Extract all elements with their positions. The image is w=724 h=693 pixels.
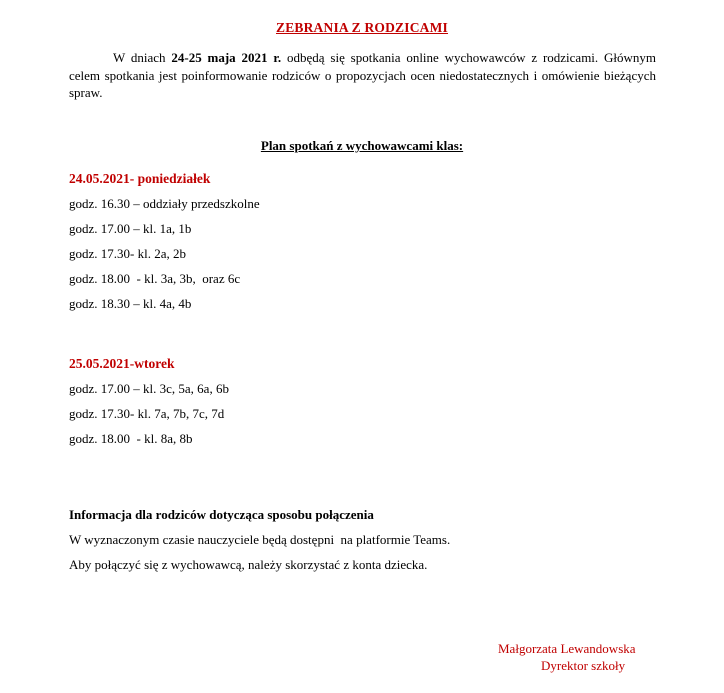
meeting-dates: 24-25 maja 2021 r.	[171, 50, 282, 65]
time-slot: godz. 17.00 – kl. 1a, 1b	[69, 221, 192, 236]
intro-text-start: W dniach	[113, 50, 172, 65]
signatory-name: Małgorzata Lewandowska	[498, 641, 636, 656]
document-title: ZEBRANIA Z RODZICAMI	[275, 20, 449, 35]
day-header: 25.05.2021-wtorek	[69, 356, 175, 371]
connection-info-line: W wyznaczonym czasie nauczyciele będą dostępni na platformie Teams.	[69, 532, 451, 547]
day-schedule-tuesday	[69, 355, 669, 455]
intro-text-rest: odbędą się spotkania online wychowawców z rodzicami. Głównym celem spotkania jest poinformowanie rodziców o propozycjach ocen niedostatecznych i omówienie bieżących spraw.	[69, 50, 657, 100]
connection-info	[69, 506, 669, 581]
time-slot: godz. 17.30- kl. 7a, 7b, 7c, 7d	[69, 406, 225, 421]
signatory-role: Dyrektor szkoły	[541, 658, 626, 673]
intro-paragraph	[69, 49, 656, 102]
connection-info-heading: Informacja dla rodziców dotycząca sposobu połączenia	[69, 507, 374, 522]
day-header: 24.05.2021- poniedziałek	[69, 171, 211, 186]
time-slot: godz. 16.30 – oddziały przedszkolne	[69, 196, 260, 211]
day-schedule-monday	[69, 170, 669, 320]
connection-info-line: Aby połączyć się z wychowawcą, należy skorzystać z konta dziecka.	[69, 557, 428, 572]
time-slot: godz. 17.30- kl. 2a, 2b	[69, 246, 186, 261]
plan-heading: Plan spotkań z wychowawcami klas:	[260, 138, 464, 153]
time-slot: godz. 18.30 – kl. 4a, 4b	[69, 296, 192, 311]
time-slot: godz. 17.00 – kl. 3c, 5a, 6a, 6b	[69, 381, 229, 396]
time-slot: godz. 18.00 - kl. 8a, 8b	[69, 431, 193, 446]
signature-block	[470, 640, 690, 674]
time-slot: godz. 18.00 - kl. 3a, 3b, oraz 6c	[69, 271, 241, 286]
